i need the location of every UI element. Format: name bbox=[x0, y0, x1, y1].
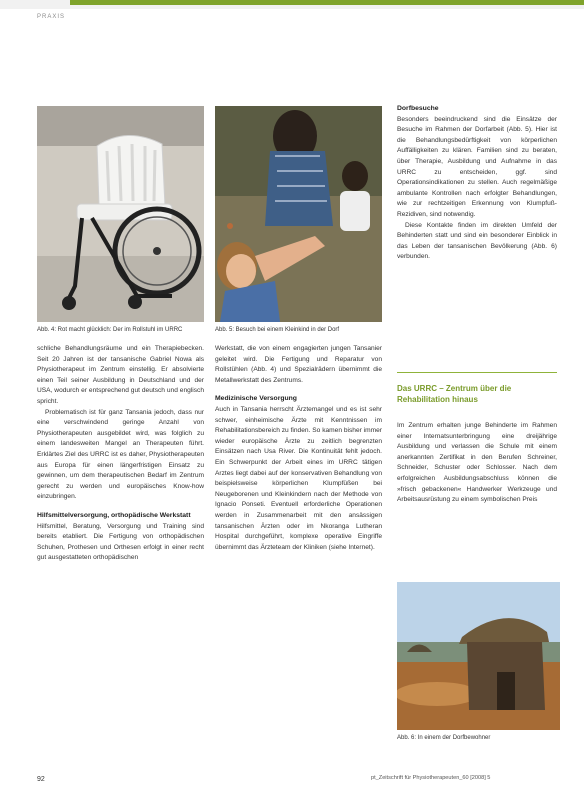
section-label: PRAXIS bbox=[37, 14, 66, 20]
caption-fig4: Abb. 4: Rot macht glücklich: Der im Rollstuhl im URRC bbox=[37, 327, 183, 333]
col2-paragraph-1: Werkstatt, die von einem engagierten jungen Tansanier geleitet wird. Die Fertigung und Reparatur von Rollstühlen (Abb. 4) und Spezialrädern übernimmt die Metallwerkstatt des Zentrums. bbox=[215, 345, 382, 384]
text-column-3b bbox=[397, 421, 557, 506]
photo-wheelchair bbox=[37, 106, 204, 322]
col3-paragraph-2: Diese Kontakte finden im direkten Umfeld der Behinderten statt und sind ein besonderer Einblick in das Leben der tansanischen Bevölkerung (Abb. 6) verbunden. bbox=[397, 221, 557, 261]
col1-paragraph-3: Hilfsmittel, Beratung, Versorgung und Training sind bereits etabliert. Die Fertigung von orthopädischen Schuhen, Prothesen und Orthesen erfolgt in einer recht gut ausgestatteten orthopädischen bbox=[37, 522, 204, 562]
col2-paragraph-2: Auch in Tansania herrscht Ärztemangel und es ist sehr schwer, einheimische Ärzte mit Kenntnissen im Rehabilitationsbereich zu finden. So kamen bisher immer wieder europäische Ärzte zu zeitlich begrenzten Einsätzen nach Usa River. Die Kontinuität fehlt jedoch. Ein Schwerpunkt der Arbeit eines im URRC tätigen Arztes liegt dabei auf der konservativen Behandlung von beispielsweise körperlichen Klumpfüßen bei Neugeborenen und Kleinkindern nach der Methode von Ignacio Ponseti. Eventuell erforderliche Operationen werden in Zusammenarbeit mit den ansässigen tansanischen Ärzten oder im Nkoranga Lutheran Hospital durchgeführt, komplexe operative Eingriffe übernimmt das Ärzteteam der Kliniken (siehe Internet). bbox=[215, 405, 382, 551]
photo-hut bbox=[397, 582, 560, 730]
col1-paragraph-2: Problematisch ist für ganz Tansania jedoch, dass nur eine verschwindend geringe Anzahl von Physiotherapeuten ausgebildet wird, was folglich zu einem landesweiten Mangel an Therapeuten führt. Erklärtes Ziel des URRC ist es daher, Physiotherapeuten aus Europa für einen längerfristigen Einsatz zu gewinnen, um dem therapeutischen Bedarf im Zentrum gerecht zu werden und europäisches Know-how einzubringen. bbox=[37, 408, 204, 501]
top-accent-bar bbox=[70, 0, 584, 5]
text-column-3 bbox=[397, 104, 557, 263]
col3b-paragraph-1: Im Zentrum erhalten junge Behinderte im Rahmen einer Internatsunterbringung eine dreijährige Ausbildung und verlassen die Schule mit einem anerkannten Zertifikat in den Berufen Schreiner, Schneider, Schuster oder Schlosser. Nach dem erfolgreichen Ausbildungsabschluss können die »frisch gebackenen« Handwerker Werkzeuge und Arbeitsausrüstung zu einem symbolischen Preis bbox=[397, 422, 557, 504]
page-number: 92 bbox=[37, 776, 45, 783]
col2-heading-medical: Medizinische Versorgung bbox=[215, 395, 297, 403]
text-column-2 bbox=[215, 344, 382, 553]
text-column-1 bbox=[37, 344, 204, 564]
caption-fig6: Abb. 6: In einem der Dorfbewohner bbox=[397, 735, 491, 741]
heading-rule bbox=[397, 372, 557, 373]
col3-paragraph-1: Besonders beeindruckend sind die Einsätze der Besuche im Rahmen der Dorfarbeit (Abb. 5). Hier ist die Behandlungsbedürftigkeit von körperlichen Auffälligkeiten zu klären. Familien sind zu beraten, über Therapie, Ausbildung und Aufnahme in das URRC zu entscheiden, ggf. sind Operationsindikationen zu stellen. Auch regelmäßige ambulante Kontrollen nach erfolgter Behandlungen, wie zur rechtzeitigen Erkennung von Klumpfuß-Rezidiven, sind notwendig. bbox=[397, 115, 557, 218]
photo-village-visit bbox=[215, 106, 382, 322]
col1-heading-aids: Hilfsmittelversorgung, orthopädische Werkstatt bbox=[37, 511, 191, 519]
caption-fig5: Abb. 5: Besuch bei einem Kleinkind in der Dorf bbox=[215, 327, 340, 333]
journal-footer: pt_Zeitschrift für Physiotherapeuten_60 [2008] 5 bbox=[371, 775, 491, 781]
col3-heading-village: Dorfbesuche bbox=[397, 105, 439, 112]
section-heading-urrc: Das URRC – Zentrum über die Rehabilitation hinaus bbox=[397, 384, 512, 404]
col1-paragraph-1: schliche Behandlungsräume und ein Therapiebecken. Seit 20 Jahren ist der tansanische Gabriel Nowa als Physiotherapeut im Zentrum einstellig. Er absolvierte einen Teil seiner Ausbildung in Deutschland und der USA, wodurch er entsprechend gut deutsch und englisch spricht. bbox=[37, 345, 204, 405]
